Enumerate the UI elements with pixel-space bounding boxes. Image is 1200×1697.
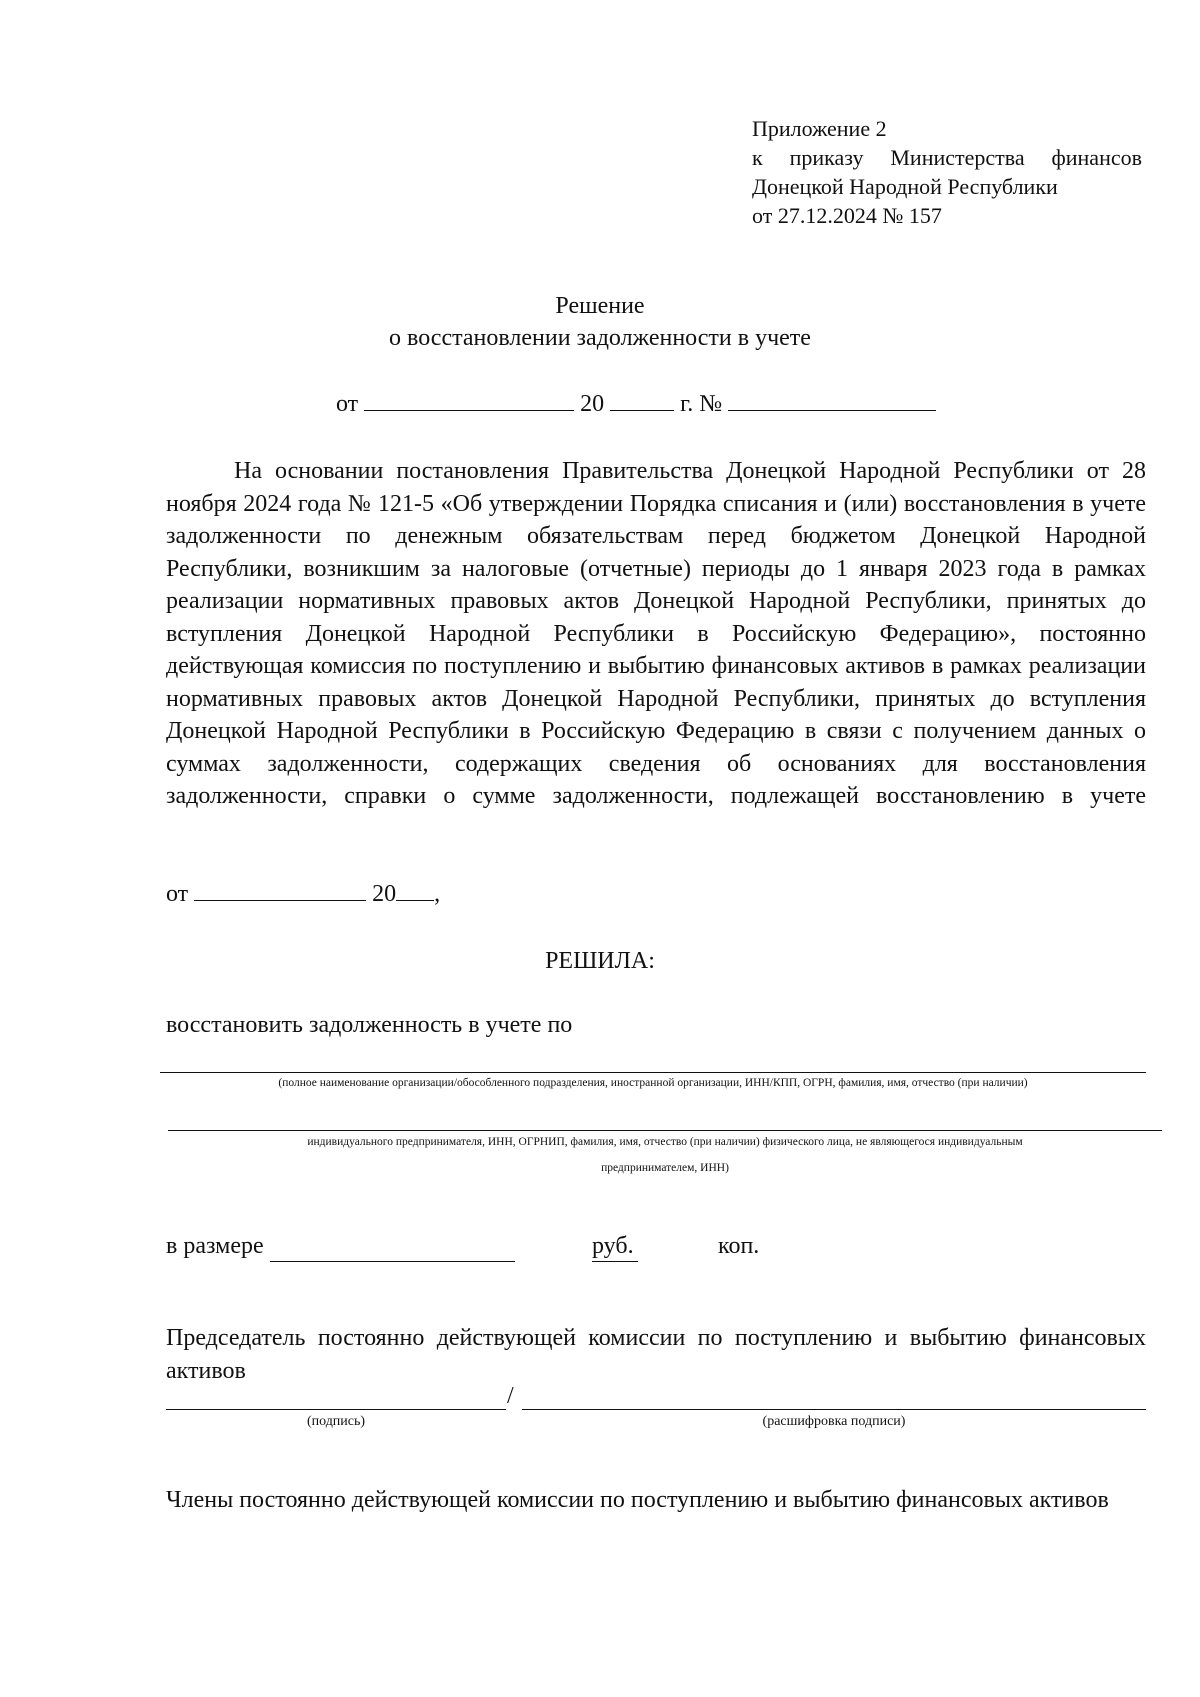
signature-slash: /	[507, 1383, 514, 1409]
organization-rule	[160, 1072, 1146, 1073]
document-subtitle: о восстановлении задолженности в учете	[389, 325, 811, 351]
rub-label: руб.	[592, 1233, 634, 1259]
date-from-label: от	[336, 391, 359, 417]
kop-label: коп.	[718, 1233, 760, 1259]
date-number-line	[336, 388, 936, 418]
certificate-from-label: от	[166, 881, 189, 907]
document-title: Решение	[555, 293, 645, 319]
entrepreneur-caption-2: предпринимателем, ИНН)	[601, 1162, 729, 1174]
chairman-signature-rule	[166, 1409, 506, 1410]
certificate-year-label: 20	[372, 881, 397, 907]
year-blank	[610, 388, 674, 411]
decode-caption: (расшифровка подписи)	[762, 1414, 906, 1429]
number-blank	[728, 388, 936, 411]
members-paragraph: Члены постоянно действующей комиссии по поступлению и выбытию финансовых активов	[166, 1487, 1109, 1513]
appendix-line-1: Приложение 2	[752, 116, 887, 141]
chairman-paragraph: Председатель постоянно действующей комиссии по поступлению и выбытию финансовых активов	[166, 1325, 1146, 1384]
certificate-date-line	[166, 878, 440, 908]
decided-heading: РЕШИЛА:	[545, 948, 655, 974]
chairman-decode-rule	[522, 1409, 1146, 1410]
entrepreneur-caption-1: индивидуального предпринимателя, ИНН, ОГРНИП, фамилия, имя, отчество (при наличии) физического лица, не являющегося индивидуальным	[307, 1136, 1023, 1148]
amount-line	[166, 1233, 264, 1260]
basis-text: На основании постановления Правительства Донецкой Народной Республики от 28 ноября 2024 года № 121-5 «Об утверждении Порядка списания и (или) восстановления в учете задолженности по денежным обязательствам перед бюджетом Донецкой Народной Республики, возникшим за налоговые (отчетные) периоды до 1 января 2023 года в рамках реализации нормативных правовых актов Донецкой Народной Республики, принятых до вступления Донецкой Народной Республики в Российскую Федерацию», постоянно действующая комиссия по поступлению и выбытию финансовых активов в рамках реализации нормативных правовых актов Донецкой Народной Республики, принятых до вступления Донецкой Народной Республики в Российскую Федерацию в связи с получением данных о суммах задолженности, содержащих сведения об основаниях для восстановления задолженности, справки о сумме задолженности, подлежащей восстановлению в учете	[166, 458, 1146, 809]
entrepreneur-rule	[168, 1130, 1162, 1131]
amount-rub-underline	[592, 1261, 638, 1262]
restore-line: восстановить задолженность в учете по	[166, 1012, 573, 1038]
appendix-block	[752, 114, 1142, 230]
comma: ,	[434, 881, 441, 907]
amount-rub-blank	[270, 1261, 515, 1262]
appendix-line-2: к приказу Министерства финансов	[752, 145, 1142, 170]
amount-prefix: в размере	[166, 1233, 264, 1259]
date-blank	[364, 388, 574, 411]
signature-caption: (подпись)	[306, 1414, 366, 1429]
certificate-year-blank	[396, 878, 434, 901]
appendix-line-3: Донецкой Народной Республики	[752, 174, 1058, 199]
certificate-date-blank	[194, 878, 366, 901]
organization-caption: (полное наименование организации/обособленного подразделения, иностранной организации, ИНН/КПП, ОГРН, фамилия, имя, отчество (при наличии)	[278, 1077, 1028, 1089]
appendix-line-4: от 27.12.2024 № 157	[752, 203, 942, 228]
date-year-label: 20	[580, 391, 605, 417]
basis-paragraph	[166, 455, 1146, 845]
number-label: г. №	[680, 391, 723, 417]
